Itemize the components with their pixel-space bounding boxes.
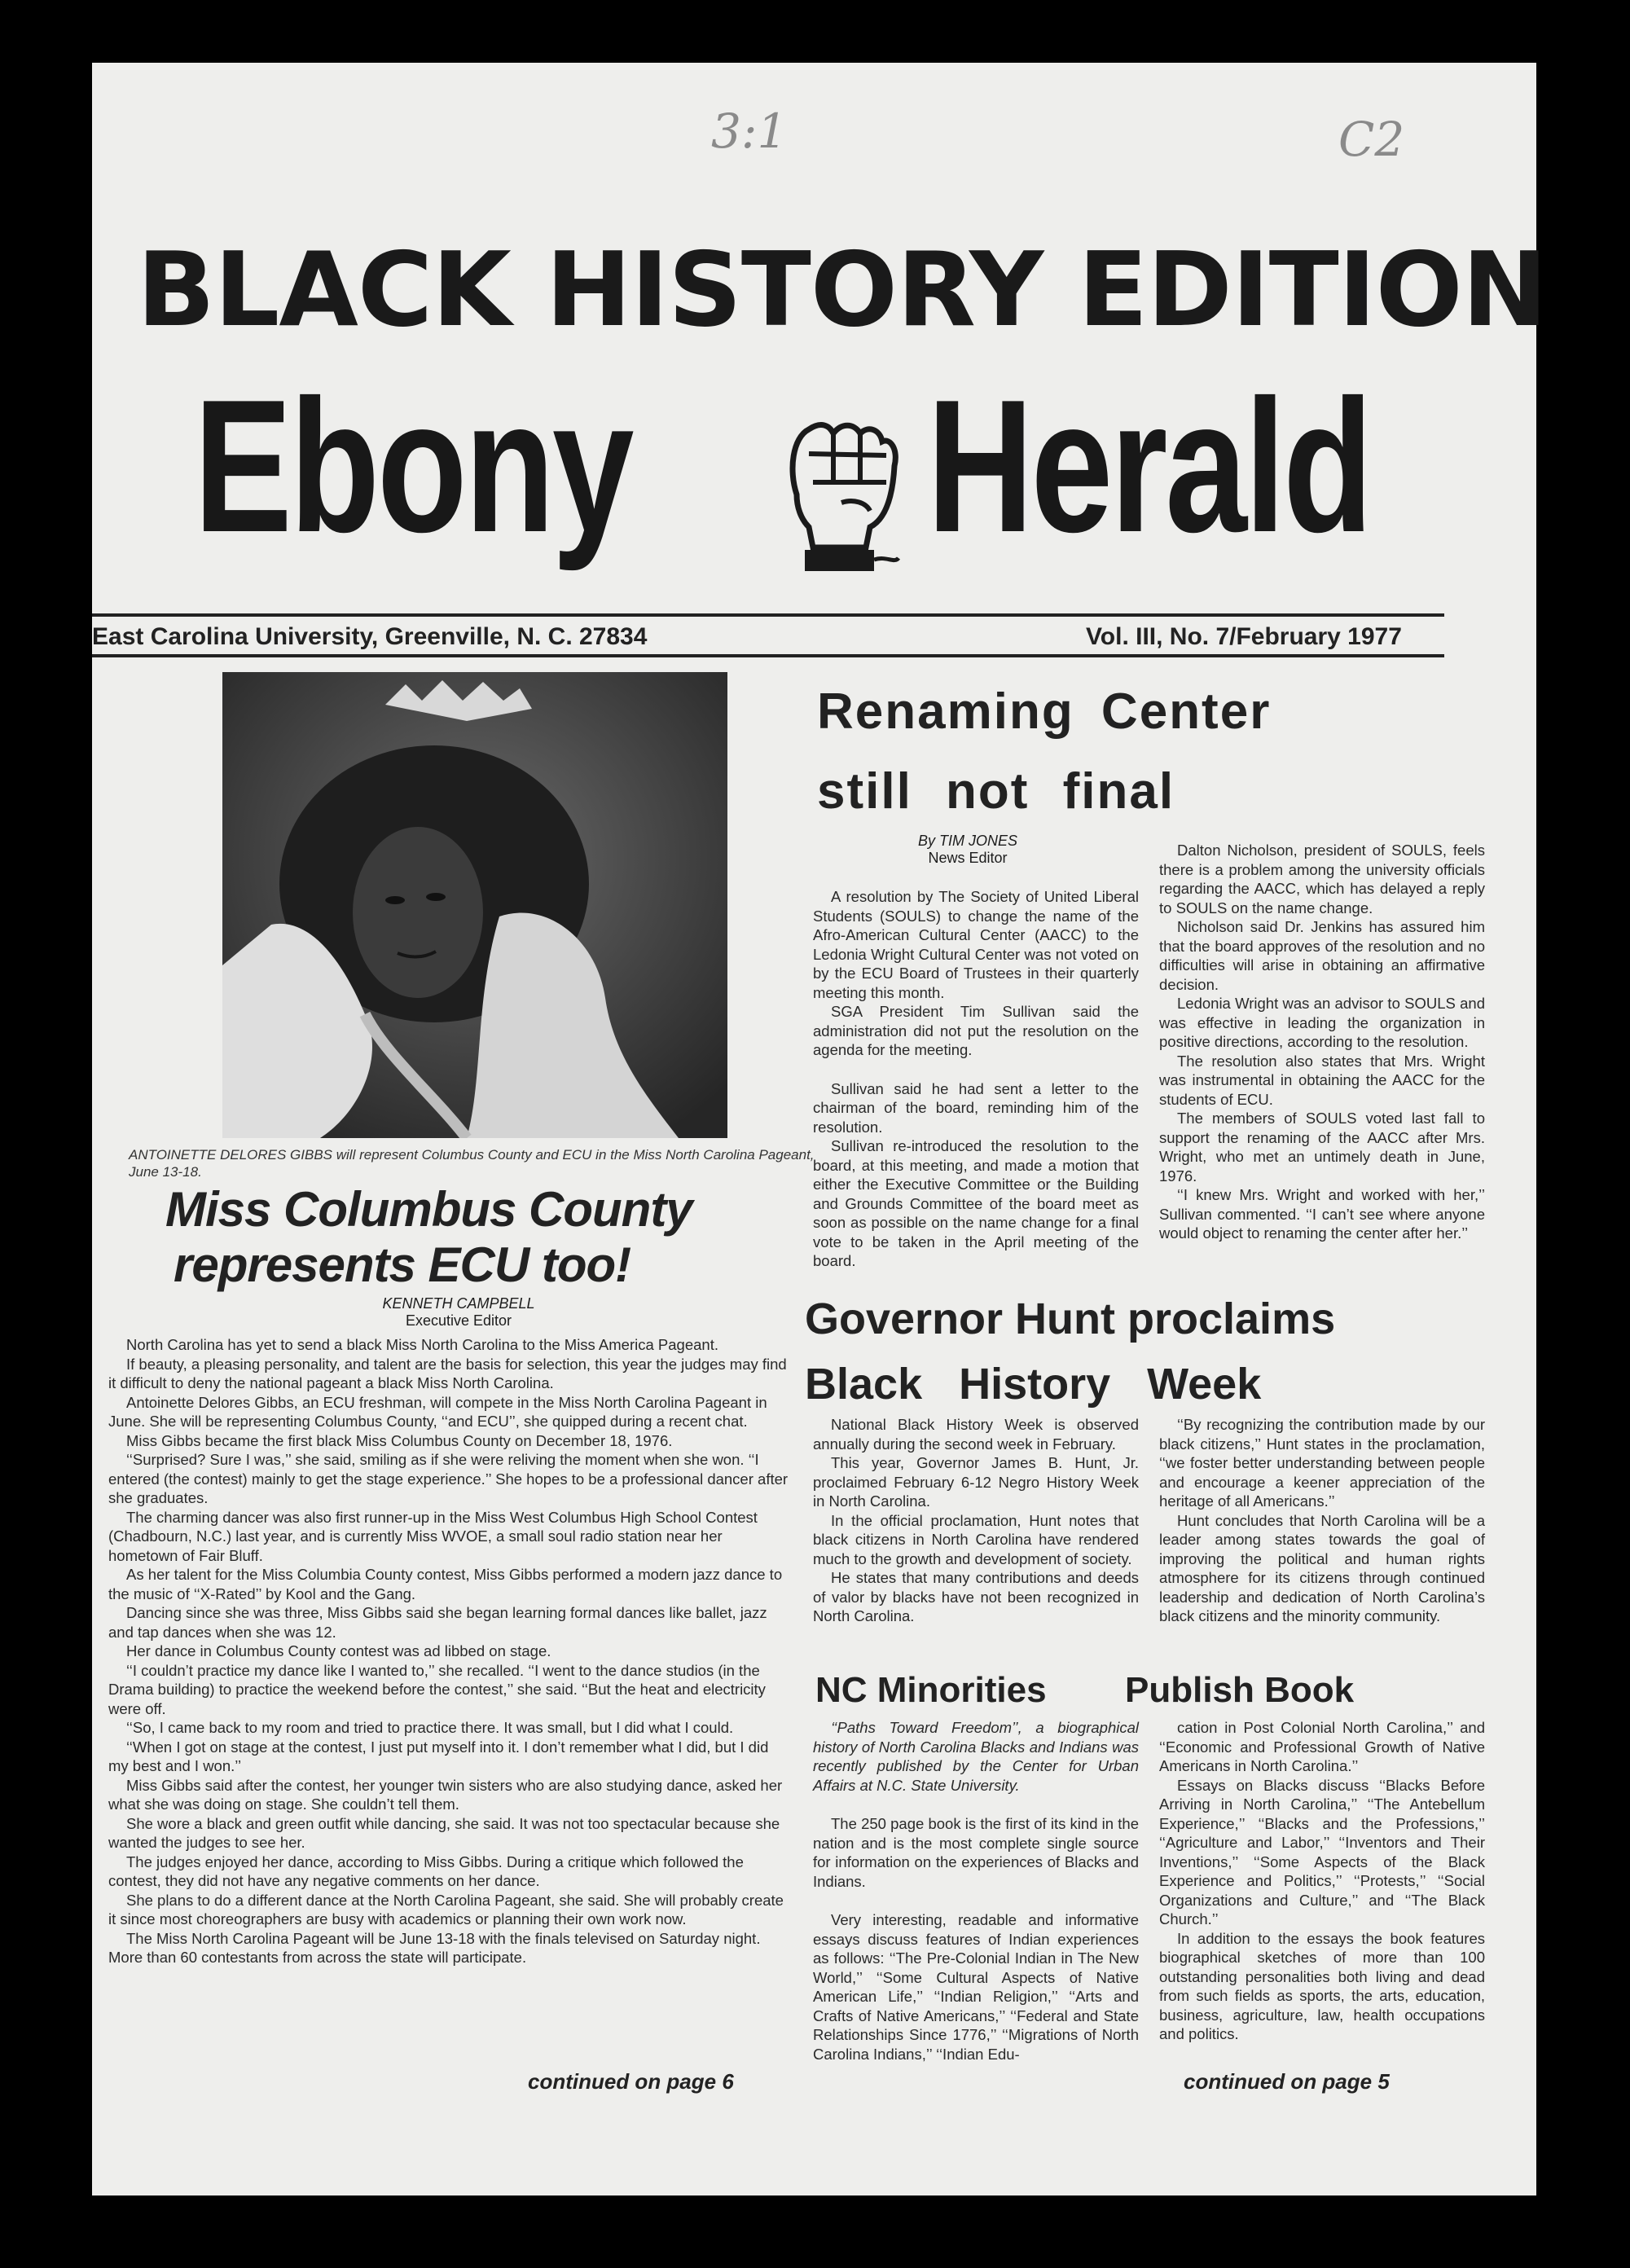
handwritten-note-left: 3:1 [711,103,788,159]
miss-article-body [108,1335,789,1967]
minorities-paragraph: Essays on Blacks discuss ‘‘Blacks Before Arriving in North Carolina,’’ ‘‘The Antebellum Experience,’’ ‘‘Blacks and the Professions,’’ ‘‘Agriculture and Labor,’’ ‘‘Inventors and Their Inventions,’’ ‘‘Some Aspects of the Black Experience and Politics,’’ ‘‘Protests,’’ ‘‘Social Organizations and Culture,’’ and ‘‘The Black Church.’’ [1159,1776,1485,1927]
renaming-paragraph: ‘‘I knew Mrs. Wright and worked with her,’’ Sullivan commented. ‘‘I can’t see where anyone would object to renaming the center after her.’’ [1159,1186,1485,1242]
miss-paragraph: Her dance in Columbus County contest was ad libbed on stage. [126,1642,551,1659]
newspaper-page [92,63,1548,2195]
miss-headline-1: Miss Columbus County [165,1182,692,1237]
miss-paragraph: If beauty, a pleasing personality, and talent are the basis for selection, this year the judges may find it difficult to deny the national pageant a black Miss North Carolina. [108,1355,787,1391]
minorities-column-2 [1159,1718,1485,2044]
bottom-rule [92,654,1444,657]
minorities-paragraph: The 250 page book is the first of its kind in the nation and is the most complete single source for information on the experiences of Blacks and Indians. [813,1815,1139,1890]
governor-paragraph: National Black History Week is observed annually during the second week in February. [813,1416,1139,1453]
governor-column-2 [1159,1415,1485,1626]
handwritten-note-right: C2 [1338,112,1405,167]
minorities-paragraph: Very interesting, readable and informative essays discuss features of Indian experiences as follows: ‘‘The Pre-Colonial Indian in The New World,’’ ‘‘Some Cultural Aspects of Native American Life,’’ ‘‘Indian Religion,’’ ‘‘Arts and Crafts of Native Americans,’’ ‘‘Federal and State Relationships Since 1776,’’ ‘‘Migrations of North Carolina Indians,’’ ‘‘Indian Edu- [813,1911,1139,2063]
miss-paragraph: As her talent for the Miss Columbia County contest, Miss Gibbs performed a modern jazz dance to the music of ‘‘X-Rated’’ by Kool and the Gang. [108,1566,783,1602]
miss-paragraph: ‘‘I couldn’t practice my dance like I wanted to,’’ she recalled. ‘‘I went to the dance studios (in the Drama building) to practice the weekend before the contest,’’ she said. ‘‘But the heat and electricity were off. [108,1661,766,1717]
renaming-paragraph: The resolution also states that Mrs. Wright was instrumental in obtaining the AACC for the students of ECU. [1159,1052,1485,1108]
governor-headline-1: Governor Hunt proclaims [805,1294,1336,1343]
renaming-column-1 [813,887,1139,1271]
miss-paragraph: The judges enjoyed her dance, according to Miss Gibbs. During a critique which followed the contest, they did not have any negative comments on her dance. [108,1853,744,1889]
renaming-paragraph: The members of SOULS voted last fall to support the renaming of the AACC after Mrs. Wright, who met an untimely death in June, 1976. [1159,1110,1485,1185]
miss-paragraph: Dancing since she was three, Miss Gibbs said she began learning formal dances like ballet, jazz and tap dances when she was 12. [108,1604,767,1641]
minorities-headline-right: Publish Book [1125,1670,1355,1710]
top-rule [92,613,1444,617]
renaming-paragraph: Ledonia Wright was an advisor to SOULS and was effective in leading the organization in positive directions, according to the resolution. [1159,995,1485,1050]
governor-column-1 [813,1415,1139,1626]
miss-paragraph: She wore a black and green outfit while dancing, she said. It was not too spectacular because she wanted the judges to see her. [108,1814,780,1851]
miss-paragraph: The charming dancer was also first runner-up in the Miss West Columbus High School Contest (Chadbourn, N.C.) last year, and is currently Miss WVOE, a small soul radio station near her hometown of Fair Bluff. [108,1508,758,1564]
edition-banner: BLACK HISTORY EDITION [137,230,1548,349]
miss-paragraph: North Carolina has yet to send a black Miss North Carolina to the Miss America Pageant. [126,1336,718,1353]
miss-paragraph: She plans to do a different dance at the North Carolina Pageant, she said. She will probably create it since most choreographers are busy with academics or planning their own work now. [108,1891,784,1927]
miss-continued: continued on page 6 [528,2069,734,2094]
minorities-continued: continued on page 5 [1184,2069,1390,2094]
governor-paragraph: In the official proclamation, Hunt notes that black citizens in North Carolina have rendered much to the growth and development of society. [813,1511,1139,1567]
renaming-byline-title: News Editor [928,850,1008,866]
university-address: East Carolina University, Greenville, N. C. 27834 [92,623,648,650]
miss-byline-title: Executive Editor [405,1312,512,1329]
minorities-paragraph: cation in Post Colonial North Carolina,’’ and ‘‘Economic and Professional Growth of Native Americans in North Carolina.’’ [1159,1719,1485,1774]
governor-paragraph: ‘‘By recognizing the contribution made by our black citizens,’’ Hunt states in the proclamation, ‘‘we foster better understanding between people and encourage a keener appreciation of the heritage of all Americans.’’ [1159,1416,1485,1510]
miss-paragraph: ‘‘When I got on stage at the contest, I just put myself into it. I don’t remember what I did, but I did my best and I won.’’ [108,1738,769,1774]
photo-caption: ANTOINETTE DELORES GIBBS will represent Columbus County and ECU in the Miss North Carolina Pageant, June 13-18. [129,1147,815,1180]
volume-date: Vol. III, No. 7/February 1977 [1086,623,1402,650]
renaming-paragraph: Nicholson said Dr. Jenkins has assured him that the board approves of the resolution and no difficulties will arise in obtaining an affirmative decision. [1159,918,1485,993]
masthead-ebony: Ebony [194,361,632,572]
governor-paragraph: He states that many contributions and deeds of valor by blacks have not been recognized in North Carolina. [813,1569,1139,1624]
renaming-paragraph: Sullivan re-introduced the resolution to the board, at this meeting, and made a motion that either the Executive Committee or the Building and Grounds Committee of the board meet as soon as possible on the name change for a final vote to be taken in the April meeting of the board. [813,1137,1139,1269]
raised-fist-logo [764,405,903,580]
minorities-column-1 [813,1718,1139,2064]
portrait-photo [222,672,727,1138]
minorities-headline-left: NC Minorities [815,1670,1047,1710]
governor-paragraph: This year, Governor James B. Hunt, Jr. proclaimed February 6-12 Negro History Week in North Carolina. [813,1454,1139,1510]
renaming-paragraph: A resolution by The Society of United Liberal Students (SOULS) to change the name of the Afro-American Cultural Center (AACC) to the Ledonia Wright Cultural Center was not voted on by the ECU Board of Trustees in their quarterly meeting this month. [813,888,1139,1001]
renaming-headline-2: still not final [817,763,1175,820]
miss-paragraph: Miss Gibbs said after the contest, her younger twin sisters who are also studying dance, asked her what she was doing on stage. She couldn’t tell them. [108,1776,783,1813]
renaming-headline-1: Renaming Center [817,683,1272,740]
renaming-column-2 [1159,841,1485,1243]
miss-paragraph: Antoinette Delores Gibbs, an ECU freshman, will compete in the Miss North Carolina Pageant in June. She will be representing Columbus County, ‘‘and ECU’’, she quipped during a recent chat. [108,1393,767,1430]
governor-paragraph: Hunt concludes that North Carolina will be a leader among states towards the goal of improving the political and human rights atmosphere for its citizens through continued leadership and dedication of North Carolina’s black citizens and the minority community. [1159,1511,1485,1624]
renaming-byline-name: By TIM JONES [917,833,1017,849]
renaming-paragraph: Dalton Nicholson, president of SOULS, feels there is a problem among the university officials regarding the AACC, which has delayed a reply to SOULS on the name change. [1159,842,1485,916]
governor-headline-2: Black History Week [805,1360,1262,1409]
miss-paragraph: ‘‘So, I came back to my room and tried to practice there. It was small, but I did what I could. [126,1719,734,1736]
masthead-herald: Herald [927,361,1371,572]
minorities-paragraph: In addition to the essays the book features biographical sketches of more than 100 outstanding personalities both living and dead from such fields as sports, the arts, education, business, agriculture, law, health occupations and politics. [1159,1929,1485,2042]
miss-paragraph: ‘‘Surprised? Sure I was,’’ she said, smiling as if she were reliving the moment when she won. ‘‘I entered (the contest) mainly to get the stage experience.’’ She hopes to be a professional dancer after she graduates. [108,1451,789,1506]
miss-paragraph: The Miss North Carolina Pageant will be June 13-18 with the finals televised on Saturday night. More than 60 contestants from across the state will participate. [108,1929,761,1966]
minorities-paragraph: ‘‘Paths Toward Freedom’’, a biographical history of North Carolina Blacks and Indians was recently published by the Center for Urban Affairs at N.C. State University. [813,1719,1139,1794]
miss-paragraph: Miss Gibbs became the first black Miss Columbus County on December 18, 1976. [126,1431,673,1449]
miss-headline-2: represents ECU too! [174,1237,631,1292]
renaming-paragraph: SGA President Tim Sullivan said the administration did not put the resolution on the agenda for the meeting. [813,1003,1139,1058]
renaming-paragraph: Sullivan said he had sent a letter to the chairman of the board, reminding him of the resolution. [813,1079,1139,1136]
miss-byline-name: KENNETH CAMPBELL [382,1295,535,1312]
